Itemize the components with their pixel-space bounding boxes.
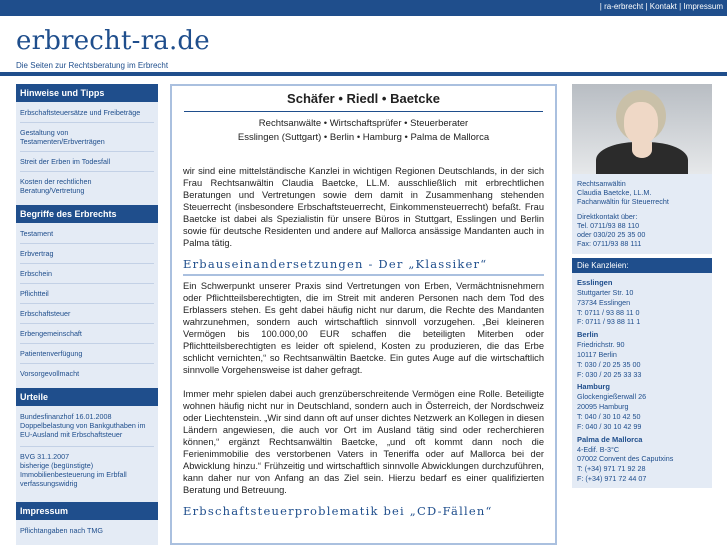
intro-paragraph: wir sind eine mittelständische Kanzlei in wichtigen Regionen Deutschlands, in der sich Frau Rechtsanwältin Claudia Baetcke, LL.M. ausschließlich mit erbrechtlichen Beratungen und Vertretungen sowie dem damit in Zusammenhang stehenden Steuerrecht (insbesondere Erbschaftsteuerrecht, Einkommensteuerrecht) befaßt. Frau Baetcke ist dabei als Spezialistin für unsere Büros in Stuttgart, Esslingen und Berlin sowie für deutsche Residenten und andere auf Mallorca ansässige Mandanten auch in Palma tätig. bbox=[183, 166, 544, 248]
contact-tel-alt: oder 030/20 25 35 00 bbox=[577, 230, 646, 239]
sidebar-heading-impressum: Impressum bbox=[16, 502, 158, 520]
sidebar-link-gestaltung[interactable]: Gestaltung von Testamenten/Erbverträgen bbox=[20, 128, 105, 146]
sidebar-link-testament[interactable]: Testament bbox=[20, 229, 54, 238]
office-city: Palma de Mallorca bbox=[577, 434, 643, 444]
office-line: Glockengießerwall 26 bbox=[577, 392, 647, 402]
office-line: F: (+34) 971 72 44 07 bbox=[577, 473, 647, 483]
sidebar-link-pflichtteil[interactable]: Pflichtteil bbox=[20, 289, 49, 298]
sidebar-link-pflichtangaben[interactable]: Pflichtangaben nach TMG bbox=[20, 526, 103, 535]
divider bbox=[20, 151, 154, 152]
divider bbox=[20, 303, 154, 304]
sidebar-link-steuersaetze[interactable]: Erbschaftsteuersätze und Freibeträge bbox=[20, 108, 141, 117]
office-line: F: 040 / 30 10 42 99 bbox=[577, 421, 642, 431]
office-line: T: (+34) 971 71 92 28 bbox=[577, 464, 646, 474]
offices-list bbox=[572, 273, 712, 488]
site-logo[interactable]: erbrecht-ra.de bbox=[16, 26, 210, 56]
office-line: F: 030 / 20 25 33 33 bbox=[577, 369, 642, 379]
firm-name: Schäfer • Riedl • Baetcke bbox=[287, 91, 440, 106]
divider bbox=[20, 263, 154, 264]
office-line: T: 030 / 20 25 35 00 bbox=[577, 359, 641, 369]
divider bbox=[20, 283, 154, 284]
firm-professions: Rechtsanwälte • Wirtschaftsprüfer • Steuerberater bbox=[258, 118, 469, 129]
top-link-kontakt[interactable]: | Kontakt bbox=[645, 2, 677, 11]
sidebar-link-kosten[interactable]: Kosten der rechtlichen Beratung/Vertretung bbox=[20, 177, 92, 195]
divider bbox=[20, 243, 154, 244]
office-city: Berlin bbox=[577, 330, 599, 340]
divider bbox=[20, 343, 154, 344]
divider bbox=[184, 111, 543, 112]
site-tagline: Die Seiten zur Rechtsberatung im Erbrecht bbox=[16, 61, 169, 70]
sidebar-link-erbengemeinschaft[interactable]: Erbengemeinschaft bbox=[20, 329, 82, 338]
office-line: 20095 Hamburg bbox=[577, 402, 629, 412]
paragraph-3: Immer mehr spielen dabei auch grenzüberschreitende Vermögen eine Rolle. Beteiligte wohnen häufig nicht nur in Deutschland, sondern auch in Österreich, der Nordschweiz oder Liechtenstein. „Wir sind dann oft auf unser dichtes Netzwerk an Kollegen in diesen Ländern angewiesen, die auch vor Ort im Ausland tätig sind oder recherchieren können,“ ergänzt Rechtsanwältin Baetcke, „und oft kommt dann noch die Ferienimmobilie des verstorbenen Vaters in Teneriffa oder auf Mallorca bei der Abwicklung hinzu.“ Frühzeitig und wirtschaftlich sinnvolle Abwicklungen durchzuführen, kann daher nur von Anfang an das Ziel sein. Hierzu bedarf es einer qualifizierten Beratung und Betreuung. bbox=[183, 389, 544, 495]
paragraph-2: Ein Schwerpunkt unserer Praxis sind Vertretungen von Erben, Vermächtnisnehmern oder Pflichtteilsberechtigten, die im Streit mit anderen Personen nach dem Tod des Erblassers stehen. Es geht dabei häufig nicht nur darum, die Rechte des Mandanten wahrzunehmen, sondern auch wirtschaftlich sinnvoll vorzugehen. „Bei kleineren Vermögen bis 100.000,00 EUR schaffen die beteiligten Miterben oder Pflichtteilsberechtigten es leider oft spielend, Kosten zu produzieren, die das Erbe schlicht vernichten,“ so Rechtsanwältin Baetcke. Ein gutes Auge auf die wirtschaftlich sinnvolle Vorgehensweise ist daher gefragt. bbox=[183, 281, 544, 375]
lawyer-specialty: Fachanwältin für Steuerrecht bbox=[577, 197, 669, 206]
office-city: Esslingen bbox=[577, 278, 613, 287]
urteil-date: Bundesfinanzhof 16.01.2008 bbox=[20, 412, 112, 421]
divider bbox=[20, 122, 154, 123]
contact-tel: Tel. 0711/93 88 110 bbox=[577, 221, 640, 230]
sidebar-heading-begriffe: Begriffe des Erbrechts bbox=[16, 205, 158, 223]
sidebar-heading-hinweise: Hinweise und Tipps bbox=[16, 84, 158, 102]
office-line: Stuttgarter Str. 10 bbox=[577, 288, 634, 297]
sidebar-heading-urteile: Urteile bbox=[16, 388, 158, 406]
divider bbox=[20, 171, 154, 172]
offices-heading: Die Kanzleien: bbox=[572, 258, 712, 273]
office-line: 07002 Convent des Caputxins bbox=[577, 454, 674, 464]
sidebar-link-erbvertrag[interactable]: Erbvertrag bbox=[20, 249, 54, 258]
office-line: 4-Edif. B-3°C bbox=[577, 444, 620, 454]
contact-label: Direktkontakt über: bbox=[577, 212, 638, 221]
lawyer-title: Rechtsanwältin bbox=[577, 179, 626, 188]
office-line: 10117 Berlin bbox=[577, 349, 617, 359]
top-link-ra-erbrecht[interactable]: | ra-erbrecht bbox=[599, 2, 644, 11]
sidebar-link-erbschein[interactable]: Erbschein bbox=[20, 269, 52, 278]
urteil-date: BVG 31.1.2007 bbox=[20, 452, 70, 461]
top-links bbox=[600, 2, 723, 11]
sidebar-link-streit[interactable]: Streit der Erben im Todesfall bbox=[20, 157, 111, 166]
main-content bbox=[170, 84, 557, 545]
office-line: T: 040 / 30 10 42 50 bbox=[577, 411, 641, 421]
divider bbox=[20, 446, 154, 447]
header-separator bbox=[0, 72, 727, 76]
urteil-item-1[interactable] bbox=[16, 410, 158, 443]
heading-underline bbox=[183, 274, 544, 276]
firm-locations: Esslingen (Suttgart) • Berlin • Hamburg • Palma de Mallorca bbox=[237, 132, 490, 143]
divider bbox=[20, 363, 154, 364]
lawyer-info bbox=[572, 174, 712, 254]
office-line: Friedrichstr. 90 bbox=[577, 340, 625, 350]
sidebar-link-patientenverfuegung[interactable]: Patientenverfügung bbox=[20, 349, 83, 358]
sidebar-link-erbschaftsteuer[interactable]: Erbschaftsteuer bbox=[20, 309, 71, 318]
urteil-text: Doppelbelastung von Bankguthaben im EU-Ausland mit Erbschaftsteuer bbox=[20, 421, 146, 439]
lawyer-name: Claudia Baetcke, LL.M. bbox=[577, 188, 652, 197]
divider bbox=[20, 323, 154, 324]
office-city: Hamburg bbox=[577, 382, 610, 392]
urteil-text: bisherige (begünstigte) Immobilienbesteuerung im Erbfall verfassungswidrig bbox=[20, 461, 127, 488]
right-sidebar bbox=[572, 84, 712, 545]
urteil-item-2[interactable] bbox=[16, 450, 158, 492]
office-line: F: 0711 / 93 88 11 1 bbox=[577, 317, 641, 327]
top-link-impressum[interactable]: | Impressum bbox=[679, 2, 723, 11]
section-heading-erbauseinandersetzungen: Erbauseinandersetzungen - Der „Klassiker“ bbox=[183, 257, 488, 271]
lawyer-photo bbox=[572, 84, 712, 174]
contact-fax: Fax: 0711/93 88 111 bbox=[577, 239, 642, 248]
office-line: T: 0711 / 93 88 11 0 bbox=[577, 307, 640, 317]
section-heading-cd-faelle: Erbschaftsteuerproblematik bei „CD-Fällen“ bbox=[183, 504, 493, 518]
sidebar-link-vorsorgevollmacht[interactable]: Vorsorgevollmacht bbox=[20, 369, 80, 378]
left-sidebar bbox=[16, 84, 158, 545]
office-line: 73734 Esslingen bbox=[577, 297, 631, 307]
